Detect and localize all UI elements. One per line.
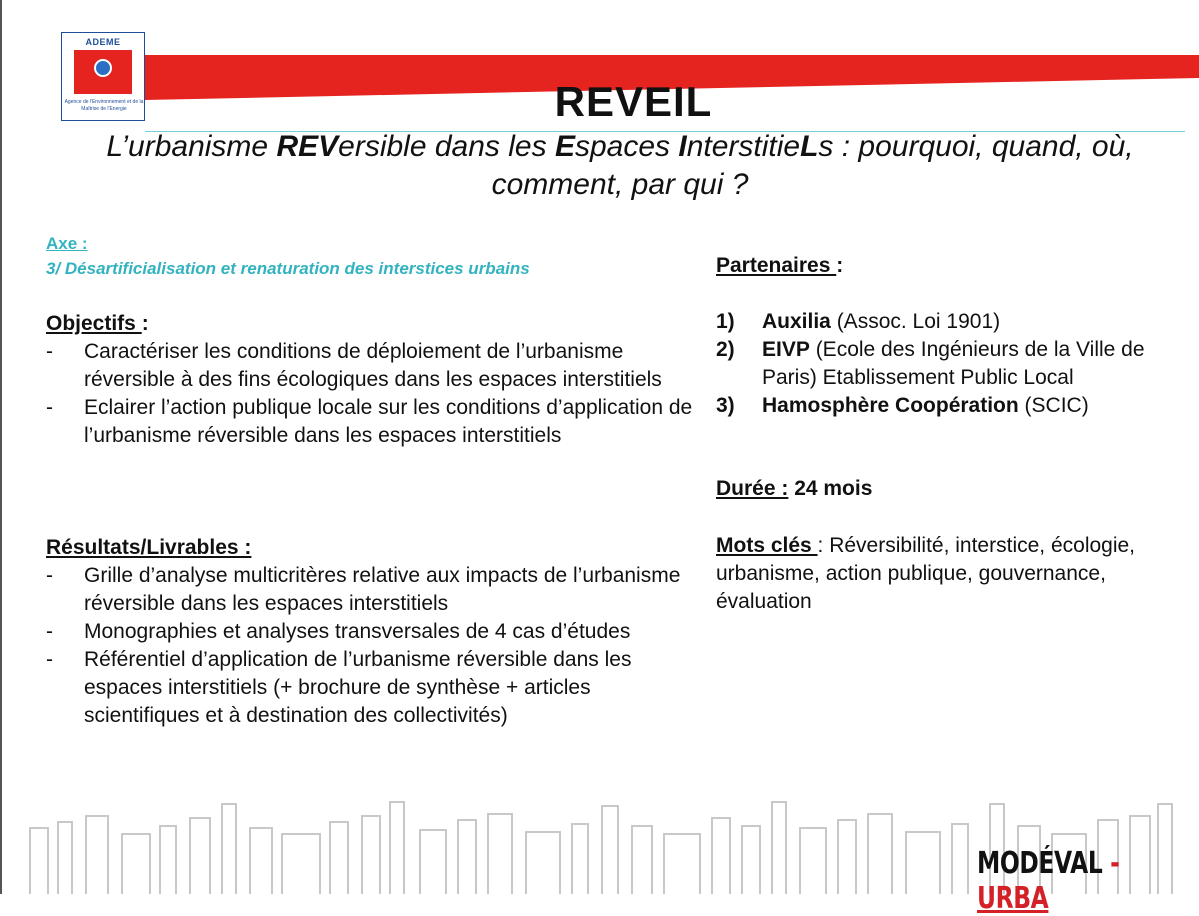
duree-heading — [716, 477, 872, 501]
resultats-list — [46, 562, 696, 730]
subtitle-text-1: L’urbanisme — [106, 130, 277, 163]
ademe-logo-caption: Agence de l'Environnement et de la Maîtrise de l'Energie — [64, 99, 144, 112]
slide-left-border — [0, 0, 2, 894]
subtitle-text-3: spaces — [574, 130, 679, 163]
resultat-item: - Monographies et analyses transversales de 4 cas d’études — [46, 618, 696, 646]
subtitle-acronym-e: E — [554, 130, 575, 163]
partenaire-number: 2) — [716, 338, 735, 361]
partenaires-heading — [716, 254, 843, 278]
objectif-item: - Caractériser les conditions de déploiement de l’urbanisme réversible à des fins écologiques dans les espaces interstitiels — [46, 338, 696, 394]
resultat-item: - Grille d’analyse multicritères relative aux impacts de l’urbanisme réversible dans les espaces interstitiels — [46, 562, 696, 618]
subtitle-text-4: nterstitie — [686, 130, 801, 163]
urba-text: URBA — [977, 881, 1049, 916]
partenaire-item — [716, 308, 1186, 336]
mots-cles-label: Mots clés — [716, 534, 818, 557]
resultat-item: - Référentiel d’application de l’urbanisme réversible dans les espaces interstitiels (+ brochure de synthèse + articles scientifiques et à destination des collectivités) — [46, 646, 696, 730]
partenaire-name: EIVP — [762, 338, 810, 361]
partenaire-name: Hamosphère Coopération — [762, 394, 1019, 417]
partenaire-item — [716, 392, 1186, 420]
partenaire-detail: (SCIC) — [1018, 394, 1089, 417]
axe-label: Axe : — [46, 234, 88, 253]
ademe-logo-name: ADEME — [85, 37, 121, 47]
objectifs-label: Objectifs — [46, 312, 142, 335]
partenaire-detail: (Ecole des Ingénieurs de la Ville de Paris) Etablissement Public Local — [762, 338, 1145, 389]
modeval-text: MODÉVAL — [977, 846, 1103, 881]
subtitle-acronym-i: I — [678, 130, 687, 163]
partenaire-item — [716, 336, 1186, 392]
modeval-separator: - — [1102, 846, 1120, 881]
duree-label: Durée : — [716, 477, 789, 500]
page-subtitle — [40, 128, 1199, 204]
objectifs-colon: : — [141, 312, 149, 335]
partenaires-label: Partenaires — [716, 254, 837, 277]
page-title: REVEIL — [554, 78, 713, 125]
resultats-label: Résultats/Livrables : — [46, 536, 252, 559]
objectif-item: - Eclairer l’action publique locale sur les conditions d’application de l’urbanisme réversible dans les espaces interstitiels — [46, 394, 696, 450]
partenaire-detail: (Assoc. Loi 1901) — [830, 310, 1001, 333]
objectifs-list — [46, 338, 696, 450]
mots-cles-block — [716, 532, 1176, 616]
subtitle-acronym-rev: REV — [276, 130, 339, 163]
partenaire-number: 1) — [716, 310, 735, 333]
partenaires-colon: : — [836, 254, 844, 277]
globe-icon — [94, 59, 112, 77]
axe-text: 3/ Désartificialisation et renaturation des interstices urbains — [46, 259, 530, 278]
partenaire-number: 3) — [716, 394, 735, 417]
subtitle-text-2: ersible dans les — [338, 130, 555, 163]
resultats-heading — [46, 536, 251, 560]
objectifs-heading — [46, 312, 149, 336]
mots-cles-value: : Réversibilité, interstice, écologie, urbanisme, action publique, gouvernance, évaluation — [716, 534, 1136, 613]
partenaires-list — [716, 308, 1186, 420]
partenaire-name: Auxilia — [762, 310, 831, 333]
subtitle-acronym-l: L — [800, 130, 819, 163]
modeval-urba-logo — [977, 846, 1150, 916]
subtitle-text-5: s : pourquoi, quand, où, comment, par qui ? — [491, 130, 1134, 201]
duree-value: 24 mois — [788, 477, 873, 500]
